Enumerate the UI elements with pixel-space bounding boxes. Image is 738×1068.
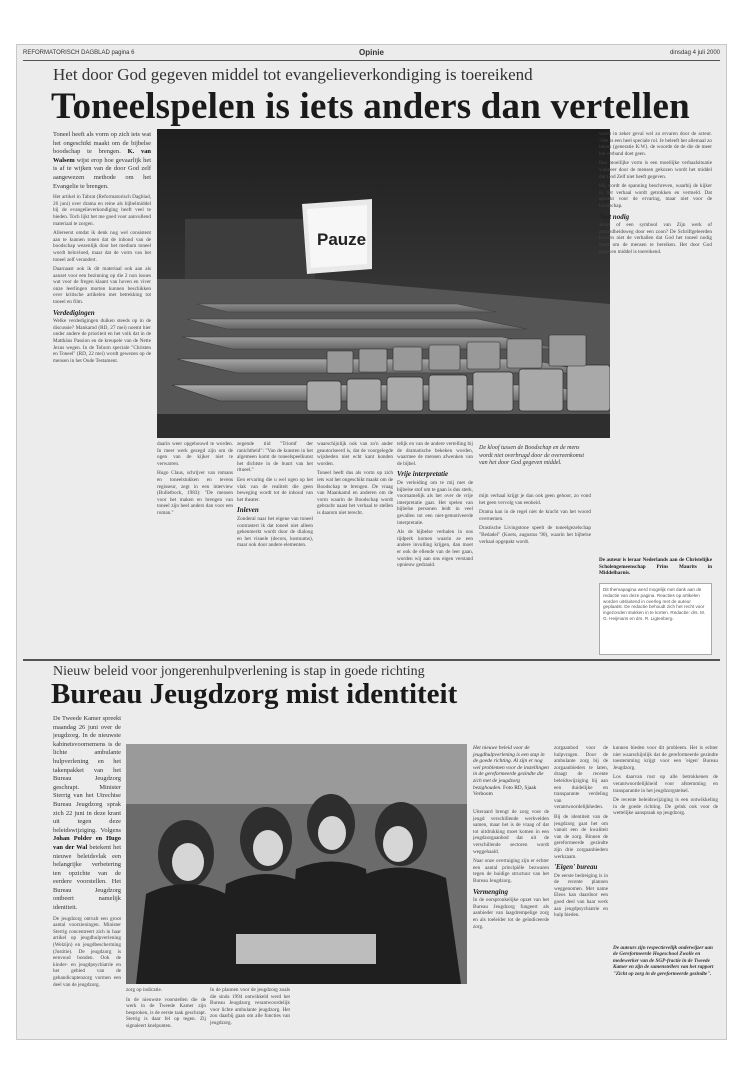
paragraph: Naar onze overtuiging zijn er echter een aantal principiële bezwaren tegen de huidige structuur van het Bureau Jeugdzorg.: [473, 858, 549, 884]
paragraph: In de plannen voor de jeugdzorg zoals die sinds 1994 ontwikkeld werd het Bureau Jeugdzorg verantwoordelijk voor lichte ambulante jeugdzorg. Het zou daarbij gaan om alle functies van jeugdzorg.: [210, 987, 290, 1026]
paragraph: Als de bijbelse verhalen in ons tijdperk komen waarin ze een andere invulling krijgen, dan moet er ook de ellende van de leer gaan, worden wij aan ons eigen verstand opnieuw gedraaid.: [397, 529, 473, 569]
svg-text:Pauze: Pauze: [317, 230, 367, 249]
page-header: [23, 48, 720, 58]
paragraph: Toneel heeft dus als vorm op zich iets wat het ongeschikt maakt om de Boodschap te brengen. De vraag van Maankamd en anderen om de vorm waarin de Boodschap wordt gebracht naast het verhaal te stellen is daarom niet terecht.: [317, 470, 393, 516]
youth-illustration: [126, 744, 467, 984]
author-name: K. van Walsem: [53, 148, 151, 164]
subheading: Vrije interpretatie: [397, 470, 449, 479]
paragraph: wordt in zeker geval wel zo ervaren door de acteur. "Het is een heel speciale rol. Je beleeft het allemaal zo intens (generatie K:W). de woorde de de die de meer het verband doet geen.: [599, 131, 712, 157]
article1-column-7: [599, 131, 712, 551]
article-divider: [23, 659, 720, 661]
paragraph: De recente beleidswijziging is een ontwikkeling in de goede richting. De geluk ook voor de wettelijke aanspraak op jeugdzorg.: [613, 797, 718, 817]
paragraph: telijk en van de andere vertelling bij de dramatische bekeken worden, waarmee de mensen afwenken van de bijbel.: [397, 441, 473, 467]
paragraph: De verleiding om te mij met de bijbelse stof om te gaan is dus sterk, voornamelijk als het over de vrije interpretatie gaat. Het spelen van bijbelse personen leidt in veel gevallen tot een niet-gemotiveerde interpretatie.: [397, 479, 473, 526]
theatre-photo: [157, 129, 610, 438]
header-rule: [23, 60, 720, 61]
article2-column-2: [126, 987, 206, 1035]
paragraph: zorgaanbod voor de hulpvragen. Door de ambulante zorg bij de zorgaanbieders te laten, draagt de recente beleidswijziging bij aan een duidelijke en transparante verdeling van verantwoordelijkheden.: [554, 745, 608, 811]
subheading: Inleven: [237, 506, 259, 515]
article2-column-5: [554, 745, 608, 1035]
paragraph: Een moeilijke vorm is een moeilijke verhaalsituatie wanneer door de mensen gekozen wordt het middel dat God Zelf niet heeft gegeven.: [599, 160, 712, 180]
paragraph: Hij wordt de spanning beschreven, waarbij de kijker in het verhaal wordt getrokken en vermeld. Dat spreekt voor de ervaring, maar niet voor de boodschap.: [599, 183, 712, 209]
paragraph: Een ervaring die u wel ogen op het vlak van de realiteit die geen beweging wordt tot de inhoud van het theater.: [237, 476, 313, 503]
caption-text: Het nieuwe beleid voor de jeugdhulpverlening is een stap in de goede richting. Al zijn er nog wel problemen voor de instellingen in de gereformeerde gezindte die zich met de jeugdzorg bezighouden.: [473, 745, 549, 791]
paragraph: De eerste bedreiging is in de recente plannen weggenomen. Met name Eleos kan daardoor een goed deel van haar werk aan jeugdpsychiatrie en hulp bieden.: [554, 872, 608, 919]
article1-lead: [53, 131, 151, 191]
paragraph: waarschijnlijk ook van zo'n ander geautoriseerd is, dat de voorgelegde wijsheden niet echt kant konden worden.: [317, 441, 393, 467]
article2-headline: Bureau Jeugdzorg mist identiteit: [51, 678, 458, 710]
paragraph: De jeugdzorg ontvalt een groot aantal voorzieningen. Minister Sterrig concentreert zich in haar artikel op jeugdhulpverlening (Welzijn) en jeugdbescherming (Justitie). De jeugdzorg is eenvoud bonden. Ook de kinder- en jeugdpsychiatrie en het gebied van de gehandicaptenzorg vormen een deel van de jeugdzorg.: [53, 915, 121, 988]
paragraph: Jezus of een symbool van Zijn werk of gezondheidsweg door een zoon? De Schriftgeleerden kennen niet de verhallen dat God het toneel nodig heeft om de mensen te bereiken. Het door God gegeven middel is toereikend.: [599, 222, 712, 255]
lead-text: Toneel heeft als vorm op zich iets wat het ongeschikt maakt om de bijbelse boodschap te brengen.: [53, 131, 151, 156]
article1-column-5: [397, 441, 473, 613]
paragraph: Welke verdedigingen duiken steeds op in de discussie? Mankamd (RD, 27 mei) noemt hier onder andere de prioriteit en het volk dat in de Matthäus Passion en de kreupele van de Nette Jezus wegen. In de Toborn speciale "Christen en Toneel" (RD, 22 mei) wordt gewezen op de mensen in het Oude Testament.: [53, 318, 151, 364]
subheading: Niet nodig: [599, 212, 630, 221]
article2-lead: [53, 715, 121, 913]
paragraph: Allereerst omdat ik denk nog wel consistent aan te kunnen tonen dat de inbond van de boodschap wezenlijk door het medium toneel wordt beïnvloed, maar dat de vorm van het toneel zelf verandert.: [53, 230, 151, 263]
article1-column-1: [53, 131, 151, 615]
article2-column-4: [473, 809, 549, 1035]
paragraph: Uiteraard brengt de zorg voor de jeugd verschillende werkvelden samen, maar het is de vraag of dat tot uitdrukking moet komen in een jeugdzorgaanbod dat uit de verschillende sectoren wordt weggehaald.: [473, 809, 549, 855]
lead-text: De Tweede Kamer spreekt maandag 26 juni over de jeugdzorg. In de nieuwste kabinetsvoornemens is de lichte ambulante hulpverlening en het takenpakket van het Bureau Jeugdzorg geschrapt. Minister Sterrig van het Utrechtse Bureau Jeugdzorg sprak zich 22 juni in deze krant uit tegen deze beleidswijziging. Volgens: [53, 715, 121, 834]
article2-authors-note: De auteurs zijn respectievelijk onderwijzer aan de Gereformeerde Hogeschool Zwolle en medewerker van de SGP-fractie in de Tweede Kamer en zijn de samenstellers van het rapport "Zicht op zorg in de gereformeerde gezindte".: [613, 945, 714, 977]
info-box: Dit themapagina werd mogelijk met dank aan de redactie van deze pagina. Reacties op artikelen worden uitsluitend in overleg met de auteur geplaatst. De redactie behoudt zich het recht voor ingezonden stukken in te korten. Redactie: drs. M. G. Heijmans en drs. R. Ligtenberg.: [599, 583, 712, 655]
photo-credit: Foto RD, Sjaak Verboom: [473, 784, 537, 798]
paragraph: zegende tiid "Triomf der ranichtheid": "Van de kunsten in het algemeen komt de toneelspeelkunst het dichtste in de buurt van het ritueel.": [237, 441, 313, 474]
subheading: Vermenging: [473, 887, 509, 896]
article2-column-3: [210, 987, 290, 1035]
article2-column-1: [53, 715, 121, 1033]
article1-headline: Toneelspelen is iets anders dan vertellen: [51, 86, 690, 127]
paragraph: Drama kan in de regel niet de kracht van het woord overnemen.: [479, 509, 591, 522]
article1-column-6: [479, 493, 591, 613]
header-date: dinsdag 4 juli 2000: [669, 50, 720, 56]
article1-column-4: [317, 441, 393, 613]
youth-photo: [126, 744, 467, 984]
article2-column-6: [613, 745, 718, 941]
article2-kicker: Nieuw beleid voor jongerenhulpverlening is stap in goede richting: [53, 664, 425, 679]
paragraph: Bij de identiteit van de jeugdzorg gaat het om vanuit een de kwaliteit van de zorg. Binnen de gereformeerde gezindte zijn drie zorgaanbieders werkzaam.: [554, 813, 608, 860]
author-names: Johan Polder en Hugo van der Wal: [53, 835, 121, 851]
lead-text-2: betekent het nieuwe beleidsvlak een belangrijke verbetering ten opzichte van de eerdere voorstellen. Het Bureau Jeugdzorg ontbeert namelijk identiteit.: [53, 843, 121, 912]
lead-text-2: wijst erop hoe gevaarlijk het is af te wijken van de door God zelf aangewezen methode om het Evangelie te brengen.: [53, 156, 151, 190]
section-title: Opinie: [359, 48, 384, 57]
article1-column-2: [157, 441, 233, 613]
newspaper-page: [16, 44, 727, 1040]
header-left: REFORMATORISCH DAGBLAD pagina 6: [23, 50, 135, 56]
paragraph: Zonderal naar het eigene van toneel contrastert ik dat toneel niet alleen gekenmerkt wordt door de dialoog en het visuele (decors, kostuums), maar ook door andere elementen.: [237, 515, 313, 549]
paragraph: mijn verhaal krijgt je dan ook geen gehoor, zo vond het geen vervolg van eenheid.: [479, 493, 591, 506]
article1-column-3: [237, 441, 313, 613]
paragraph: Drastische Livingstone speelt de toneelgezelschap "Bedadel" (Koets, augustus '90), waarin het bijbelse verhaal opgepakt wordt.: [479, 525, 591, 545]
article1-photo-caption: De kloof tussen de Boodschap en de mens wordt niet overbrugd door de overeenkomst van het door God gegeven middel.: [479, 445, 585, 467]
paragraph: In de nieuwste voorstellen die de werk in de Tweede Kamer zijn besproken, is de eerste taak geschrapt. Sterrig is daar fel op tegen. Zij signaleert knelpunten.: [126, 996, 206, 1029]
article2-photo-caption: [473, 745, 549, 805]
paragraph: Los daarvan rust op alle betrokkenen de verantwoordelijkheid voor afstemming en transparantie in het jeugdzorgstelsel.: [613, 774, 718, 794]
subheading: 'Eigen' bureau: [554, 863, 598, 872]
paragraph: zorg op indicatie.: [126, 987, 163, 993]
paragraph: kunnen bieden voor dit probleem. Het is echter niet waarschijnlijk dat de gereformeerde gezindte toestemming krijgt voor een 'eigen' Bureau Jeugdzorg.: [613, 745, 718, 771]
paragraph: Hugo Claus, schrijver van romans en toneelstukken en tevens regisseur, zegt in een interview (Bulletbock, 1983): "De mensen voor het maken en brengen van toneel zijn heel anders dan voor een roman.": [157, 470, 233, 516]
paragraph: In de oorspronkelijke opzet van het Bureau Jeugdzorg fungeert als aanbieder van laagdrempelige zorg en als toeleider tot de geïndiceerde zorg.: [473, 897, 549, 930]
paragraph: daarin weer opgebouwd te worden. In meer werk gezegd zijn om de ogen van de kijker niet te verwarren.: [157, 441, 233, 467]
subheading: Verdedigingen: [53, 308, 95, 317]
theatre-illustration: [157, 129, 610, 438]
article1-kicker: Het door God gegeven middel tot evangelieverkondiging is toereikend: [53, 65, 533, 84]
article1-author-note: De auteur is leraar Nederlands aan de Christelijke Scholengemeenschap Prins Maurits in Middelharnis.: [599, 557, 712, 577]
paragraph: Het artikel in Tabrat (Reformatorisch Dagblad, 26 juni) over drama en reine als bijbelmiddel bij de evangelieverkondiging heeft veel te bieden. Toch lijkt het me goed voor aanvullend materiaal te zorgen.: [53, 194, 151, 227]
paragraph: Daarnaast ook ik dit materiaal ook aan als aanzet voor een bezinning op die 2 non issues wat voor de fregen klaant van hoven en viver onze leerlingen morten kunnen beschikken over kritische artikelen met betrekking tot toneel en film.: [53, 266, 151, 306]
